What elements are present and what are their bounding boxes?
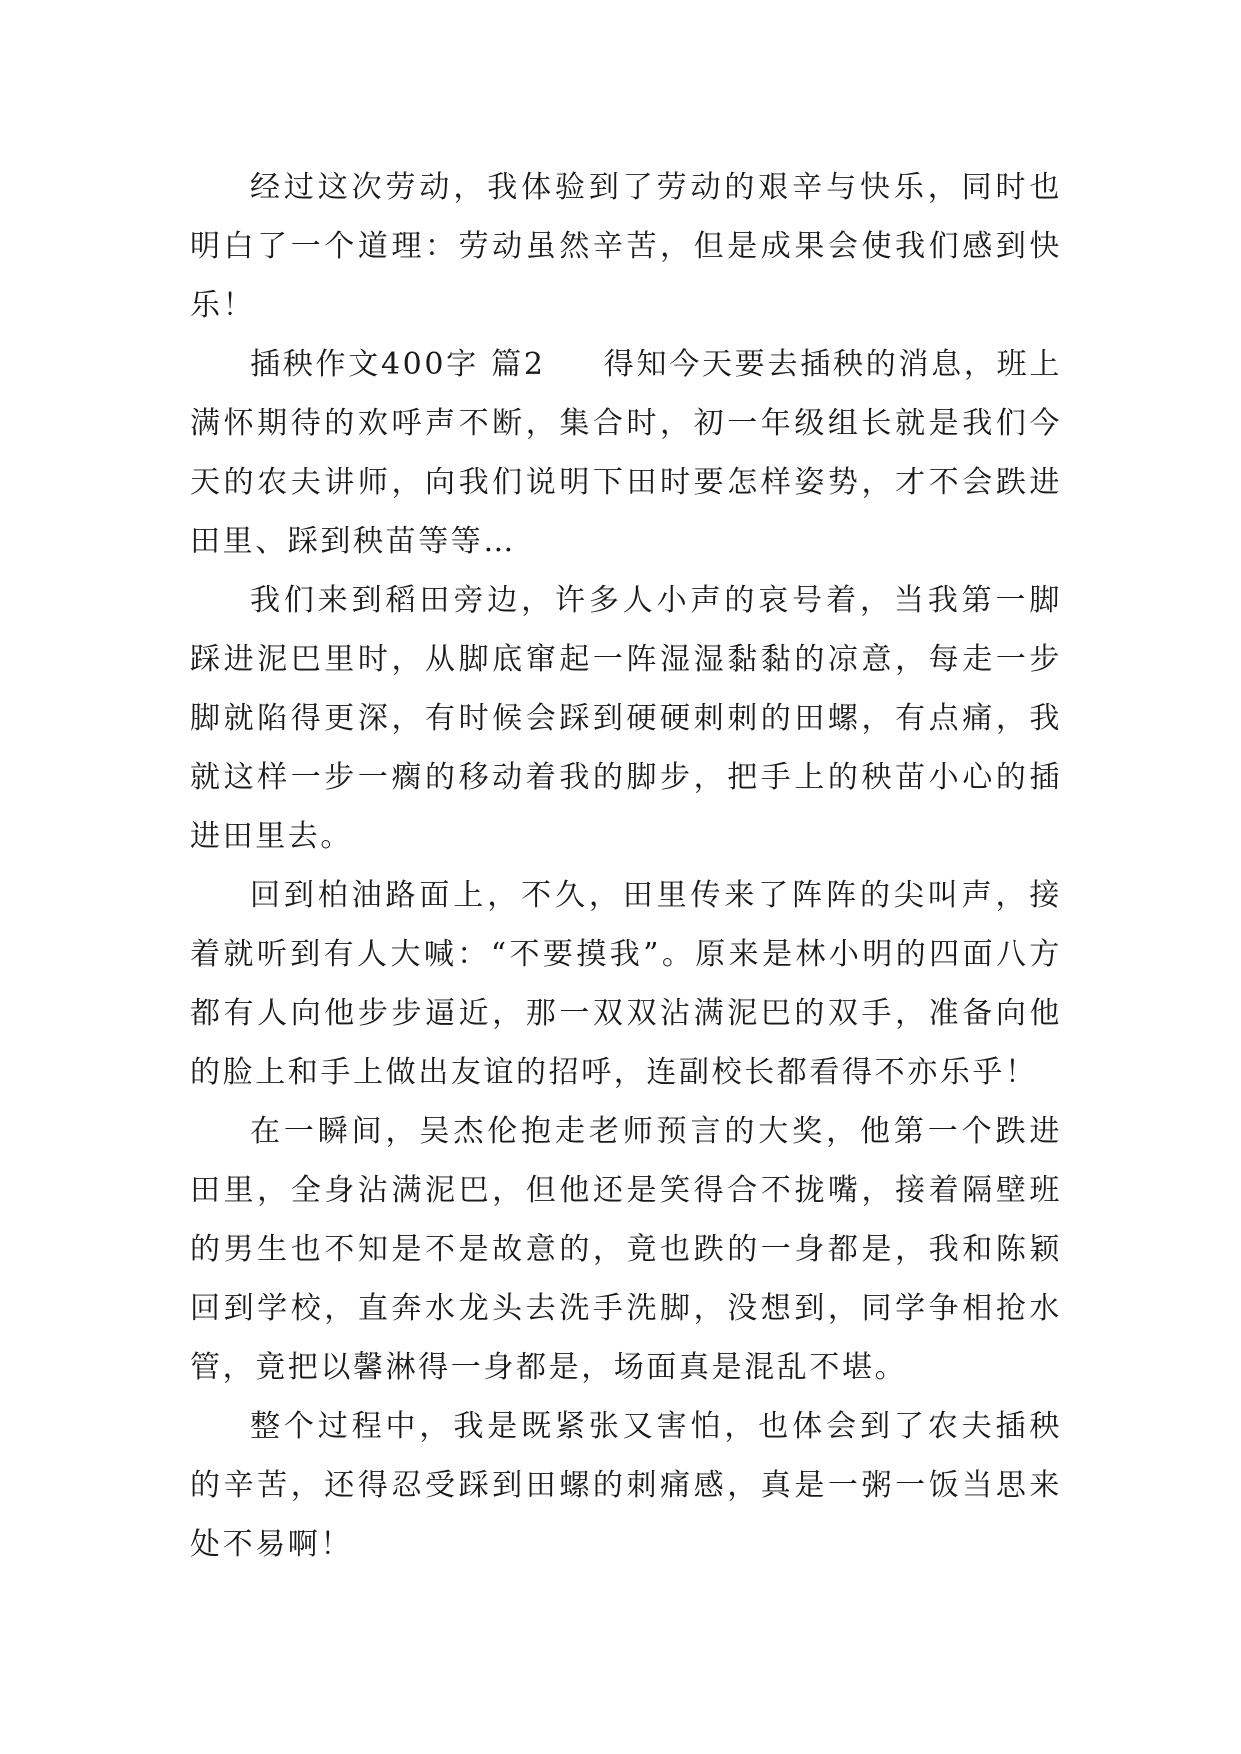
paragraph-conclusion-essay-1: 经过这次劳动，我体验到了劳动的艰辛与快乐，同时也明白了一个道理：劳动虽然辛苦，但是成果会使我们感到快乐！ [190, 170, 1062, 323]
paragraph-summary: 整个过程中，我是既紧张又害怕，也体会到了农夫插秧的辛苦，还得忍受踩到田螺的刺痛感，真是一粥一饭当思来处不易啊！ [190, 1409, 1062, 1562]
essay-2-heading: 插秧作文400字 篇2 [250, 347, 546, 382]
document-body [190, 158, 1062, 1574]
paragraph-road: 回到柏油路面上，不久，田里传来了阵阵的尖叫声，接着就听到有人大喊：“不要摸我”。原来是林小明的四面八方都有人向他步步逼近，那一双双沾满泥巴的双手，准备向他的脸上和手上做出友谊的招呼，连副校长都看得不亦乐乎！ [190, 878, 1062, 1090]
paragraph-moment: 在一瞬间，吴杰伦抱走老师预言的大奖，他第一个跌进田里，全身沾满泥巴，但他还是笑得合不拢嘴，接着隔壁班的男生也不知是不是故意的，竟也跌的一身都是，我和陈颖回到学校，直奔水龙头去洗手洗脚，没想到，同学争相抢水管，竟把以馨淋得一身都是，场面真是混乱不堪。 [190, 1114, 1062, 1385]
essay-2-intro-text: 得知今天要去插秧的消息，班上满怀期待的欢呼声不断，集合时，初一年级组长就是我们今天的农夫讲师，向我们说明下田时要怎样姿势，才不会跌进田里、踩到秧苗等等… [190, 347, 1063, 559]
paragraph-essay-2-intro [190, 335, 1062, 571]
paragraph-rice-field: 我们来到稻田旁边，许多人小声的哀号着，当我第一脚踩进泥巴里时，从脚底窜起一阵湿湿黏黏的凉意，每走一步脚就陷得更深，有时候会踩到硬硬刺刺的田螺，有点痛，我就这样一步一瘸的移动着我的脚步，把手上的秧苗小心的插进田里去。 [190, 583, 1062, 854]
